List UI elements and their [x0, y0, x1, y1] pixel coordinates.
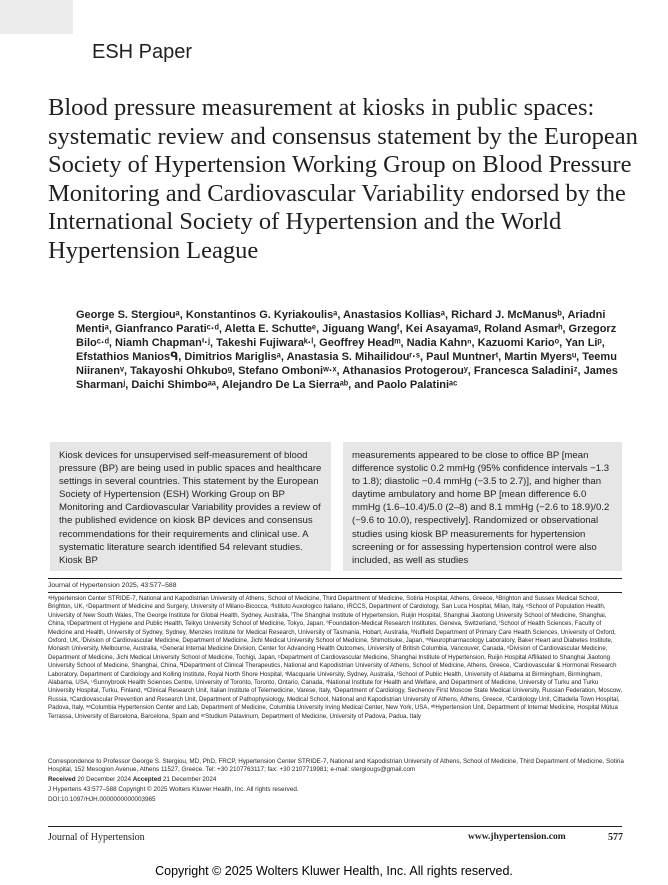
received-accepted: [48, 776, 624, 784]
journal-citation: Journal of Hypertension 2025, 43:577–588: [48, 582, 177, 589]
abstract-text-right: measurements appeared to be close to office BP [mean difference systolic 0.2 mmHg (95% confidence intervals −1.3 to 1.8); diastolic −0.4 mmHg (−3.5 to 2.7)], and higher than daytime ambulatory and home BP [mean difference 6.0 mmHg (1.6–10.4)/5.0 (2–8) and 8.1 mmHg (−2.6 to 18.9)/0.2 (−9.6 to 10.0), respectively]. Randomized or observational studies using kiosk BP measurements for hypertension screening or for assessing hypertension control were also included, as well as studies: [352, 450, 610, 566]
footer-journal-name: Journal of Hypertension: [48, 832, 145, 843]
footer-url-link[interactable]: www.jhypertension.com: [468, 832, 566, 842]
accepted-date: 21 December 2024: [162, 776, 217, 784]
doi: DOI:10.1097/HJH.0000000000003965: [48, 795, 156, 803]
abstract-box-right: [343, 442, 622, 571]
section-label: ESH Paper: [92, 41, 193, 63]
received-date: 20 December 2024: [77, 776, 131, 784]
divider-rule: [48, 578, 622, 579]
copyright-watermark: Copyright © 2025 Wolters Kluwer Health, Inc. All rights reserved.: [155, 864, 513, 878]
header-tab: [0, 0, 73, 34]
abstract-text-left: Kiosk devices for unsupervised self-measurement of blood pressure (BP) are being used in public spaces and healthcare settings in several countries. This statement by the European Society of Hypertension (ESH) Working Group on BP Monitoring and Cardiovascular Variability provides a review of the published evidence on kiosk BP devices and consensus recommendations for their requirements and clinical use. A systematic literature search identified 54 relevant studies. Kiosk BP: [59, 450, 322, 566]
affiliations: ᵃHypertension Center STRIDE-7, National and Kapodistrian University of Athens, School of Medicine, Third Department of Medicine, Sotiria Hospital, Athens, Greece, ᵇBrighton and Sussex Medical School, Brighton, UK, ᶜDepartment of Medicine and Surgery, University of Milano-Bicocca, ᵈIstituto Auxologico Italiano, IRCCS, Department of Cardiology, San Luca Hospital, Milan, Italy, ᵉSchool of Population Health, University of New South Wales, The George Institute for Global Health, Sydney, Australia, ᶠThe Shanghai Institute of Hypertension, Ruijin Hospital, Shanghai Jiaotong University School of Medicine, Shanghai, China, ᵍDepartment of Hygiene and Public Health, Teikyo University School of Medicine, Tokyo, Japan, ʰFoundation-Medical Research Institutes, Geneva, Switzerland, ⁱSchool of Health Sciences, Faculty of Medicine and Health, University of Sydney, Sydney, ʲMenzies Institute for Medical Research, University of Tasmania, Hobart, Australia, ᵏNuffield Department of Primary Care Health Sciences, University of Oxford, Oxford, UK, ˡDivision of Cardiovascular Medicine, Department of Medicine, Jichi Medical University School of Medicine, Shimotsuke, Japan, ᵐNeuropharmacology Laboratory, Baker Heart and Diabetes Institute, Monash University, Melbourne, Australia, ⁿGeneral Internal Medicine Division, Center for Advancing Health Outcomes, University of British Columbia, Vancouver, Canada, ᵒDivision of Cardiovascular Medicine, Department of Medicine, Jichi Medical University School of Medicine, Tochigi, Japan, ᵖDepartment of Cardiovascular Medicine, Shanghai Institute of Hypertension, Ruijin Hospital Affiliated to Shanghai Jiaotong University School of Medicine, Shanghai, China, ᑫDepartment of Clinical Therapeutics, National and Kapodistrian University of Athens, School of Medicine, Athens, Greece, ʳCardiovascular & Hormonal Research Laboratory, Department of Cardiology and Kolling Institute, Royal North Shore Hospital, ˢMacquarie University, Sydney, Australia, ᵗSchool of Public Health, University of Alabama at Birmingham, Birmingham, Alabama, USA, ᵘSunnybrook Health Sciences Centre, University of Toronto, Toronto, Ontario, Canada, ᵛNational Institute for Health and Welfare, and Department of Medicine, University of Turku and Turku University Hospital, Turku, Finland, ʷClinical Research Unit, Italian Institute of Telemedicine, Varese, Italy, ˣDepartment of Cardiology, Sechenov First Moscow State Medical University, Russian Federation, Moscow, Russia, ʸCardiovascular Prevention and Research Unit, Department of Pathophysiology, Medical School, National and Kapodistrian University of Athens, Athens, Greece, ᶻCardiology Unit, Cittadella Town Hospital, Padova, Italy, ᵃᵃColumbia Hypertension Center and Lab, Department of Medicine, Columbia University Irving Medical Center, New York, USA, ᵃᵇHypertension Unit, Department of Internal Medicine, Hospital Mútua Terrassa, University of Barcelona, Barcelona, Spain and ᵃᶜStudium Patavinum, Department of Medicine, University of Padova, Padua, Italy: [48, 595, 623, 720]
abstract-box-left: [50, 442, 331, 571]
article-title: Blood pressure measurement at kiosks in public spaces: systematic review and consensus statement by the European Society of Hypertension Working Group on Blood Pressure Monitoring and Cardiovascular Variability endorsed by the International Society of Hypertension and the World Hypertension League: [48, 94, 638, 264]
accepted-label: Accepted: [132, 776, 162, 784]
page-number: 577: [608, 832, 623, 843]
article-meta: [48, 758, 624, 806]
footer-rule: [48, 826, 622, 827]
author-list: George S. Stergiouᵃ, Konstantinos G. Kyriakoulisᵃ, Anastasios Kolliasᵃ, Richard J. McManusᵇ, Ariadni Mentiᵃ, Gianfranco Paratiᶜ·ᵈ, Aletta E. Schutteᵉ, Jiguang Wangᶠ, Kei Asayamaᵍ, Roland Asmarʰ, Grzegorz Biloᶜ·ᵈ, Niamh Chapmanⁱ·ʲ, Takeshi Fujiwaraᵏ·ˡ, Geoffrey Headᵐ, Nadia Kahnⁿ, Kazuomi Karioᵒ, Yan Liᵖ, Efstathios Maniosᑫ, Dimitrios Mariglisᵃ, Anastasia S. Mihailidouʳ·ˢ, Paul Muntnerᵗ, Martin Myersᵘ, Teemu Niiranenᵛ, Takayoshi Ohkuboᵍ, Stefano Omboniʷ·ˣ, Athanasios Protogerouʸ, Francesca Saladiniᶻ, James Sharmanʲ, Daichi Shimboᵃᵃ, Alejandro De La Sierraᵃᵇ, and Paolo Palatiniᵃᶜ: [76, 309, 618, 391]
copyright-line: J Hypertens 43:577–588 Copyright © 2025 Wolters Kluwer Health, Inc. All rights reserved.: [48, 786, 299, 793]
received-label: Received: [48, 776, 76, 784]
correspondence: Correspondence to Professor George S. Stergiou, MD, PhD, FRCP, Hypertension Center STRIDE-7, National and Kapodistrian University of Athens, School of Medicine, Third Department of Medicine, Sotiria Hospital, 152 Mesogion Avenue, Athens 11527, Greece. Tel: +30 2107763117; fax: +30 2107719981; e-mail: stergiougs@gmail.com: [48, 758, 624, 774]
divider-rule: [48, 592, 622, 593]
